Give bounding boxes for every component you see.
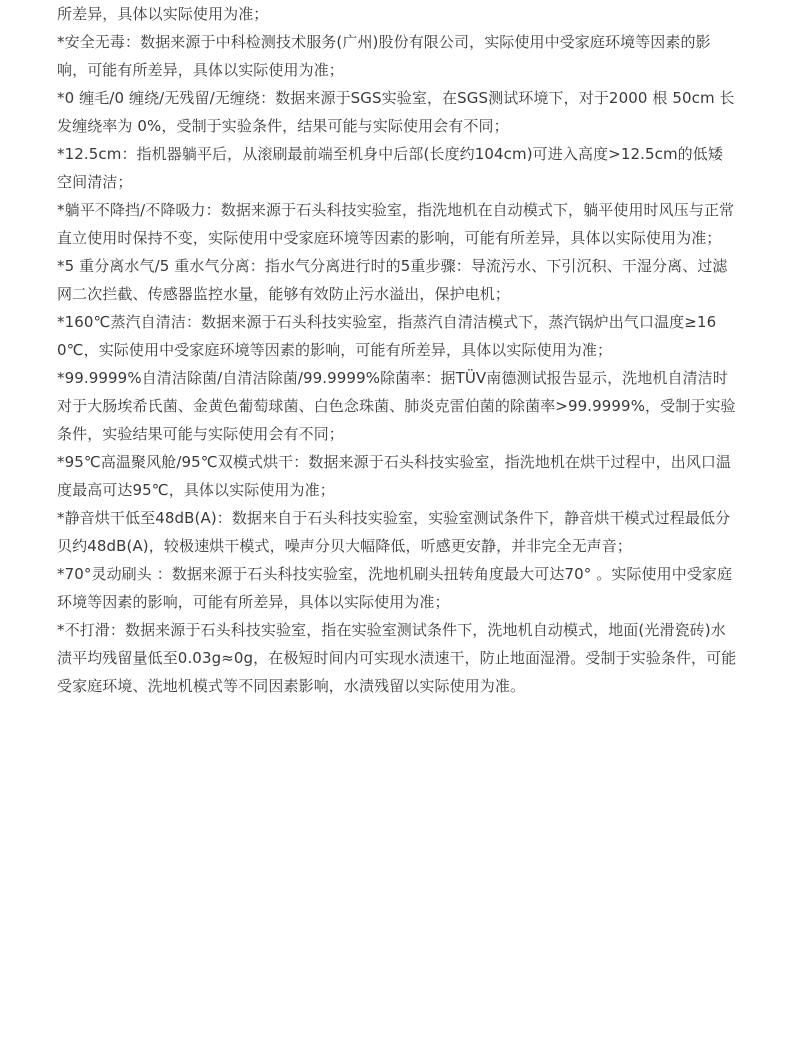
footnote-item: *99.9999%自清洁除菌/自清洁除菌/99.9999%除菌率：据TÜV南德测试报告显示，洗地机自清洁时对于大肠埃希氏菌、金黄色葡萄球菌、白色念珠菌、肺炎克雷伯菌的除菌率>99.9999%，受制于实验条件，实验结果可能与实际使用会有不同； — [57, 369, 736, 443]
footnote-item: *躺平不降挡/不降吸力：数据来源于石头科技实验室，指洗地机在自动模式下，躺平使用时风压与正常直立使用时保持不变，实际使用中受家庭环境等因素的影响，可能有所差异，具体以实际使用为准； — [57, 201, 735, 247]
footnote-item: *0 缠毛/0 缠绕/无残留/无缠绕：数据来源于SGS实验室，在SGS测试环境下，对于2000 根 50cm 长发缠绕率为 0%，受制于实验条件，结果可能与实际使用会有不同； — [57, 89, 735, 135]
footnote-item: *安全无毒：数据来源于中科检测技术服务(广州)股份有限公司，实际使用中受家庭环境等因素的影响，可能有所差异，具体以实际使用为准； — [57, 33, 711, 79]
footnote-item: *5 重分离水气/5 重水气分离：指水气分离进行时的5重步骤：导流污水、下引沉积、干湿分离、过滤网二次拦截、传感器监控水量，能够有效防止污水溢出，保护电机； — [57, 257, 728, 303]
footnote-item: *不打滑：数据来源于石头科技实验室，指在实验室测试条件下，洗地机自动模式，地面(光滑瓷砖)水渍平均残留量低至0.03g≈0g，在极短时间内可实现水渍速干，防止地面湿滑。受制于实验条件，可能受家庭环境、洗地机模式等不同因素影响，水渍残留以实际使用为准。 — [57, 621, 737, 695]
footnote-list — [57, 0, 737, 700]
footnote-item: 所差异，具体以实际使用为准； — [57, 5, 269, 23]
footnote-item: *12.5cm：指机器躺平后，从滚刷最前端至机身中后部(长度约104cm)可进入高度>12.5cm的低矮空间清洁； — [57, 145, 723, 191]
footnote-item: *静音烘干低至48dB(A)：数据来自于石头科技实验室，实验室测试条件下，静音烘干模式过程最低分贝约48dB(A)，较极速烘干模式，噪声分贝大幅降低，听感更安静，并非完全无声音； — [57, 509, 731, 555]
footnote-item: *160℃蒸汽自清洁：数据来源于石头科技实验室，指蒸汽自清洁模式下，蒸汽锅炉出气口温度≥160℃，实际使用中受家庭环境等因素的影响，可能有所差异，具体以实际使用为准； — [57, 313, 717, 359]
footnote-item: *95℃高温聚风舱/95℃双模式烘干：数据来源于石头科技实验室，指洗地机在烘干过程中，出风口温度最高可达95℃，具体以实际使用为准； — [57, 453, 732, 499]
footnote-item: *70°灵动刷头 ：数据来源于石头科技实验室，洗地机刷头扭转角度最大可达70° 。实际使用中受家庭环境等因素的影响，可能有所差异，具体以实际使用为准； — [57, 565, 733, 611]
